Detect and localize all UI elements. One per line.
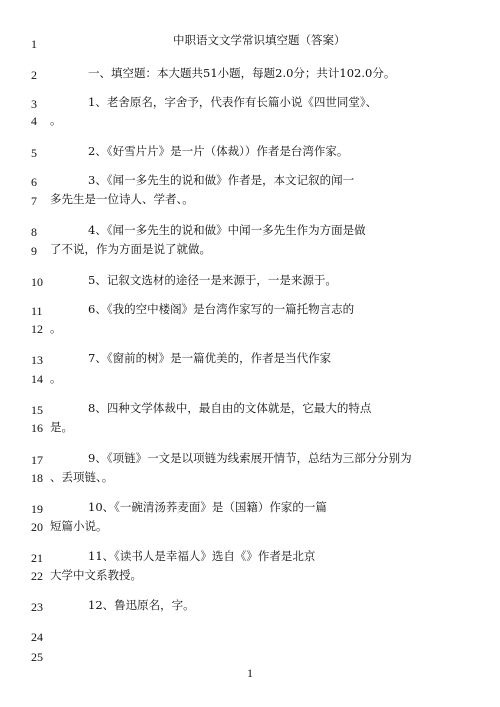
- question-text: 9、《项链》一文是以项链为线索展开情节，总结为三部分分别为: [88, 451, 412, 465]
- line-number: 2: [31, 68, 37, 82]
- section-heading: 一、填空题：本大题共51小题，每题2.0分；共计102.0分。: [88, 66, 396, 80]
- question-text: 、丢项链、。: [50, 470, 114, 484]
- question-text: 是。: [50, 420, 73, 434]
- line-number: 23: [31, 600, 43, 614]
- line-number: 11: [31, 304, 43, 318]
- question-text: 11、《读书人是幸福人》选自《》作者是北京: [88, 549, 316, 563]
- page-number: 1: [247, 666, 253, 680]
- question-text: 4、《闻一多先生的说和做》中闻一多先生作为方面是做: [88, 223, 366, 237]
- line-number: 3: [31, 97, 37, 111]
- line-number: 12: [31, 322, 43, 336]
- line-number: 8: [31, 225, 37, 239]
- question-text: 8、四种文学体裁中，最自由的文体就是，它最大的特点: [88, 401, 372, 415]
- line-number: 17: [31, 453, 43, 467]
- question-text: 。: [50, 113, 62, 127]
- line-number: 10: [31, 275, 43, 289]
- question-text: 2、《好雪片片》是一片（体裁））作者是台湾作家。: [88, 144, 349, 158]
- question-text: 。: [50, 371, 62, 385]
- line-number: 20: [31, 520, 43, 534]
- question-text: 了不说，作为方面是说了就做。: [50, 242, 211, 256]
- question-text: 6、《我的空中楼阁》是台湾作家写的一篇托物言志的: [88, 302, 355, 316]
- line-number: 24: [31, 630, 43, 644]
- question-text: 大学中文系教授。: [50, 568, 142, 582]
- line-number: 5: [31, 146, 37, 160]
- line-number: 16: [31, 421, 43, 435]
- line-number: 4: [31, 114, 37, 128]
- line-number: 18: [31, 471, 43, 485]
- document-title: 中职语文文学常识填空题（答案）: [173, 33, 346, 47]
- line-number: 7: [31, 194, 37, 208]
- question-text: 。: [50, 321, 62, 335]
- line-number: 9: [31, 244, 37, 258]
- line-number: 13: [31, 353, 43, 367]
- line-number: 19: [31, 502, 43, 516]
- question-text: 多先生是一位诗人、学者、。: [50, 192, 194, 206]
- line-number: 14: [31, 372, 43, 386]
- line-number: 25: [31, 650, 43, 664]
- question-text: 5、记叙文选材的途径一是来源于，一是来源于。: [88, 273, 337, 287]
- question-text: 10、《一碗清汤荞麦面》是（国籍）作家的一篇: [88, 500, 327, 514]
- question-text: 1、老舍原名，字舍予，代表作有长篇小说《四世同堂》、: [88, 95, 378, 109]
- line-number: 22: [31, 569, 43, 583]
- question-text: 12、鲁迅原名，字。: [88, 598, 195, 612]
- line-number: 21: [31, 551, 43, 565]
- line-number: 1: [31, 37, 37, 51]
- question-text: 7、《窗前的树》是一篇优美的，作者是当代作家: [88, 351, 332, 365]
- question-text: 3、《闻一多先生的说和做》作者是，本文记叙的闻一: [88, 173, 355, 187]
- question-text: 短篇小说。: [50, 519, 108, 533]
- line-number: 15: [31, 403, 43, 417]
- line-number: 6: [31, 175, 37, 189]
